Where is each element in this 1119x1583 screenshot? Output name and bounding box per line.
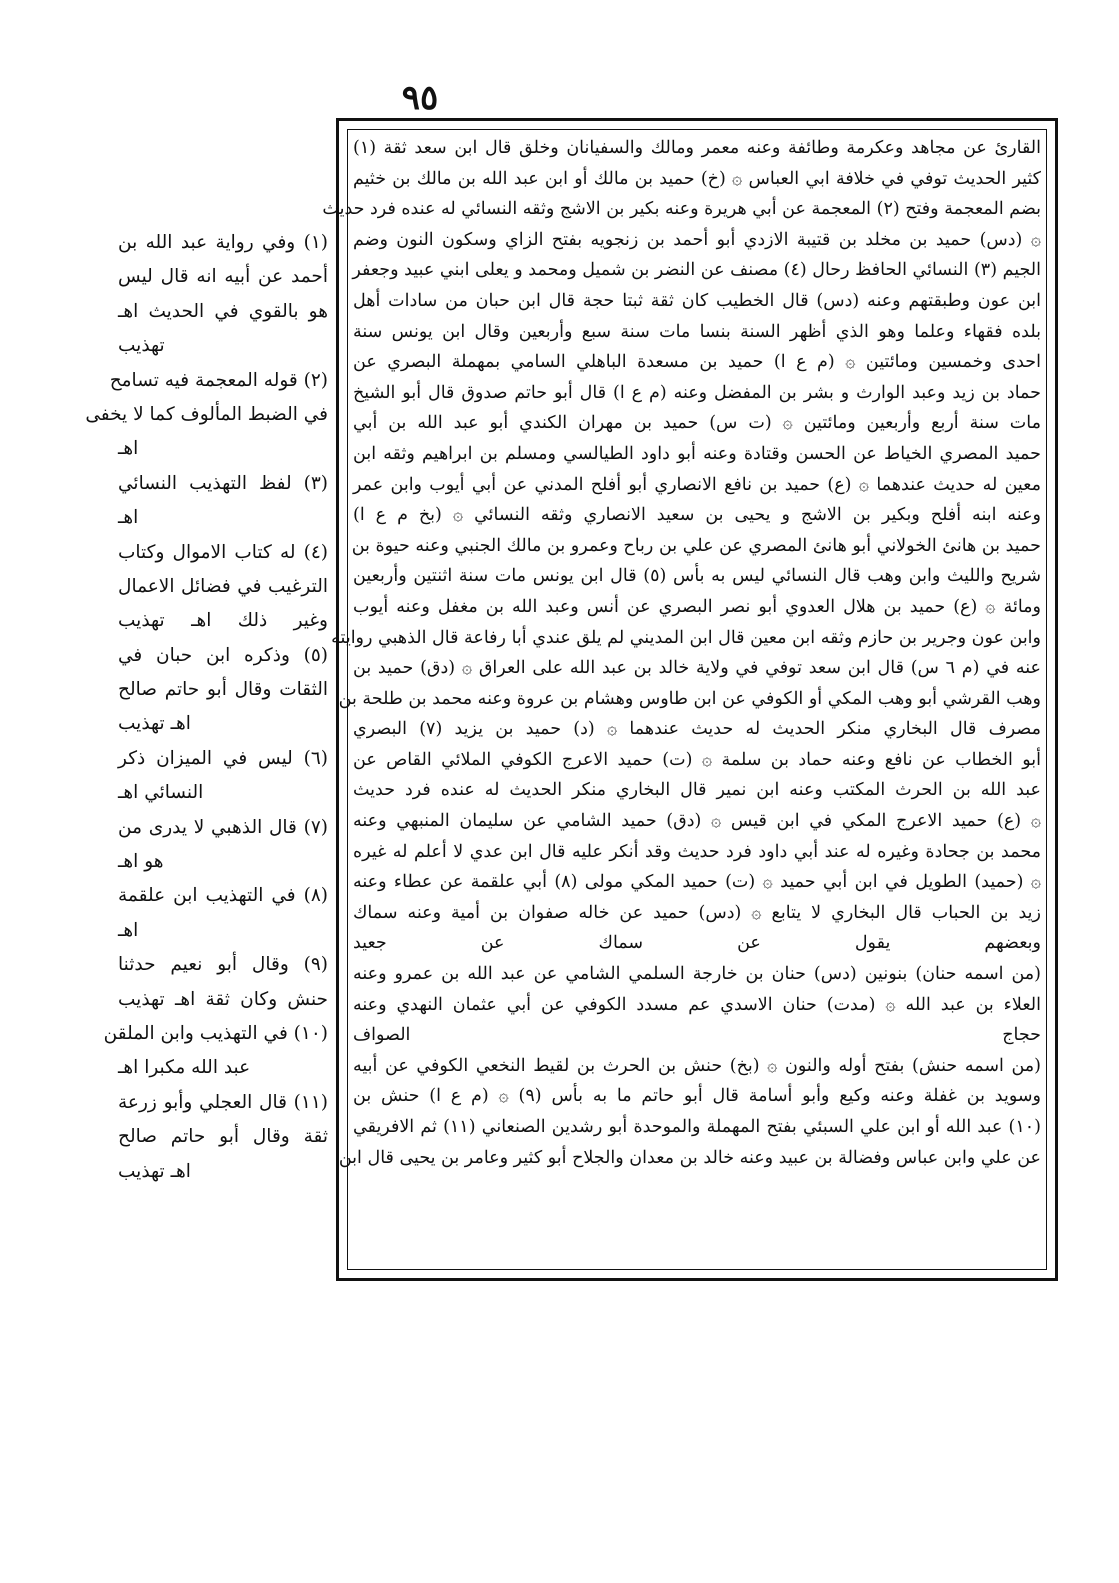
footnote-line: (٩) وقال أبو نعيم حدثنا — [118, 954, 328, 976]
main-text-line: وعنه ابنه أفلح وبكير بن الاشج و يحيى بن سعيد الانصاري وثقه النسائي ۞ (بخ م ع ا) — [353, 505, 1041, 526]
main-text-line: (من اسمه حنش) بفتح أوله والنون ۞ (بخ) حنش بن الحرث بن لقيط النخعي الكوفي عن أبيه — [353, 1055, 1041, 1076]
footnote-line: اهـ — [118, 919, 139, 941]
footnote-line: الترغيب في فضائل الاعمال — [118, 575, 328, 597]
footnote-line: هو بالقوي في الحديث اهـ — [118, 300, 328, 322]
main-text-line: حماد بن زيد وعبد الوارث و بشر بن المفضل وعنه (م ع ا) قال أبو حاتم صدوق قال أبو الشيخ — [353, 382, 1041, 403]
main-text-line: حميد المصري الخياط عن الحسن وقتادة وعنه أبو داود الطيالسي ومسلم بن ابراهيم وثقه ابن — [353, 443, 1041, 464]
main-text-line: زيد بن الحباب قال البخاري لا يتابع ۞ (دس) حميد عن خاله صفوان بن أمية وعنه سماك — [353, 902, 1041, 923]
main-text-line: العلاء بن عبد الله ۞ (مدت) حنان الاسدي عم مسدد الكوفي عن أبي عثمان النهدي وعنه — [353, 994, 1041, 1015]
footnote-line: هو اهـ — [118, 851, 164, 873]
footnote-line: النسائي اهـ — [118, 782, 204, 804]
main-text-line: وبعضهم يقول عن سماك عن جعيد — [353, 933, 1041, 954]
footnote-line: (٣) لفظ التهذيب النسائي — [118, 472, 328, 494]
main-text-line: عن علي وابن عباس وفضالة بن عبيد وعنه خالد بن معدان والجلاح أبو كثير وعامر بن يحيى قال ابن — [338, 1147, 1041, 1168]
footnote-line: (١١) قال العجلي وأبو زرعة — [118, 1091, 328, 1113]
main-text-line: (١٠) عبد الله أو ابن علي السبئي بفتح المهملة والموحدة أبو رشدين الصنعاني (١١) ثم الافريقي — [353, 1117, 1041, 1137]
main-text-line: القارئ عن مجاهد وعكرمة وطائفة وعنه معمر ومالك والسفيانان وخلق قال ابن سعد ثقة (١) — [353, 138, 1041, 158]
main-text-line: ومائة ۞ (ع) حميد بن هلال العدوي أبو نصر البصري عن أنس وعبد الله بن مغفل وعنه أيوب — [353, 596, 1041, 617]
footnote-line: اهـ تهذيب — [118, 1160, 191, 1182]
footnote-line: عبد الله مكبرا اهـ — [118, 1057, 251, 1079]
main-text-line: مصرف قال البخاري منكر الحديث له حديث عندهما ۞ (د) حميد بن يزيد (٧) البصري — [353, 719, 1041, 740]
main-text-line: احدى وخمسين ومائتين ۞ (م ع ا) حميد بن مسعدة الباهلي السامي بمهملة البصري عن — [353, 352, 1041, 373]
main-text-line: ۞ (حميد) الطويل في ابن أبي حميد ۞ (ت) حميد المكي مولى (٨) أبي علقمة عن عطاء وعنه — [353, 872, 1041, 893]
page-number: ٩٥ — [401, 78, 439, 118]
footnote-line: (٦) ليس في الميزان ذكر — [118, 747, 328, 769]
footnote-line: وغير ذلك اهـ تهذيب — [118, 610, 328, 632]
main-text-line: عنه في (م ٦ س) قال ابن سعد توفي في ولاية خالد بن عبد الله على العراق ۞ (دق) حميد بن — [353, 658, 1041, 679]
footnote-line: (٨) في التهذيب ابن علقمة — [118, 885, 328, 907]
footnote-line: اهـ تهذيب — [118, 713, 191, 735]
main-text-line: حميد بن هانئ الخولاني أبو هانئ المصري عن علي بن رباح وعمرو بن مالك الجنبي وعنه حيوة بن — [351, 535, 1041, 556]
main-text-line: أبو الخطاب عن نافع وعنه حماد بن سلمة ۞ (ت) حميد الاعرج الكوفي الملائي القاص عن — [353, 749, 1041, 770]
main-text-line: الجيم (٣) النسائي الحافظ رحال (٤) مصنف عن النضر بن شميل ومحمد و يعلى ابني عبيد وجعفر — [352, 260, 1041, 281]
footnote-line: حنش وكان ثقة اهـ تهذيب — [118, 988, 328, 1010]
main-text-line: عبد الله بن الحرث المكتب وعنه ابن نمير قال البخاري منكر الحديث له عنده فرد حديث — [353, 780, 1041, 801]
main-text-line: ابن عون وطبقتهم وعنه (دس) قال الخطيب كان ثقة ثبتا حجة قال ابن حبان من سادات أهل — [353, 290, 1041, 311]
main-text-line: وابن عون وجرير بن حازم وثقه ابن معين قال ابن المديني لم يلق عندي أبا رفاعة قال الذهبي روايته — [331, 627, 1041, 648]
footnote-line: (٤) له كتاب الاموال وكتاب — [118, 541, 328, 563]
main-text-line: وهب القرشي أبو وهب المكي أو الكوفي عن ابن طاوس وهشام بن عروة وعنه محمد بن طلحة بن — [338, 688, 1041, 709]
footnote-line: أحمد عن أبيه انه قال ليس — [118, 266, 328, 288]
footnote-line: (١) وفي رواية عبد الله بن — [118, 232, 328, 253]
footnote-line: ثقة وقال أبو حاتم صالح — [118, 1126, 328, 1148]
footnote-line: اهـ — [118, 438, 139, 460]
main-text-line: ۞ (ع) حميد الاعرج المكي في ابن قيس ۞ (دق) حميد الشامي عن سليمان المنبهي وعنه — [353, 811, 1041, 832]
footnote-line: تهذيب — [118, 335, 165, 357]
main-text-line: بضم المعجمة وفتح (٢) المعجمة عن أبي هريرة وعنه بكير بن الاشج وثقه النسائي له عنده فرد حديث — [322, 199, 1041, 220]
main-text-line: ۞ (دس) حميد بن مخلد بن قتيبة الازدي أبو أحمد بن زنجويه بفتح الزاي وسكون النون وضم — [353, 229, 1041, 250]
footnote-line: (٥) وذكره ابن حبان في — [118, 644, 328, 666]
footnote-line: (١٠) في التهذيب وابن الملقن — [103, 1022, 328, 1044]
main-text-line: وسويد بن غفلة وعنه وكيع وأبو أسامة قال أبو حاتم ما به بأس (٩) ۞ (م ع ا) حنش بن — [353, 1086, 1041, 1107]
main-text-line: معين له حديث عندهما ۞ (ع) حميد بن نافع الانصاري أبو أفلح المدني عن أبي أيوب وابن عمر — [353, 474, 1041, 495]
main-text-frame — [322, 118, 1058, 1281]
main-text-line: حجاج الصواف — [353, 1025, 1041, 1046]
footnote-line: اهـ — [118, 507, 139, 529]
footnotes-column — [85, 226, 328, 1189]
main-text-line: مات سنة أربع وأربعين ومائتين ۞ (ت س) حميد بن مهران الكندي أبو عبد الله بن أبي — [353, 413, 1041, 434]
main-text-line: محمد بن جحادة وغيره له عند أبي داود فرد حديث وقد أنكر عليه قال ابن عدي لا أعلم له غيره — [353, 841, 1041, 862]
main-text-line: (من اسمه حنان) بنونين (دس) حنان بن خارجة السلمي الشامي عن عبد الله بن عمرو وعنه — [353, 964, 1041, 985]
footnote-line: (٧) قال الذهبي لا يدرى من — [118, 816, 328, 838]
footnote-line: الثقات وقال أبو حاتم صالح — [118, 679, 328, 701]
footnote-line: (٢) قوله المعجمة فيه تسامح — [109, 369, 328, 391]
main-text-body — [322, 133, 1042, 1266]
footnote-line: في الضبط المألوف كما لا يخفى — [85, 403, 328, 425]
main-text-line: بلده فقهاء وعلما وهو الذي أظهر السنة بنسا مات سنة سبع وأربعين وقال ابن يونس سنة — [353, 321, 1042, 342]
main-text-line: كثير الحديث توفي في خلافة ابي العباس ۞ (خ) حميد بن مالك أو ابن عبد الله بن مالك بن خثيم — [353, 168, 1041, 189]
main-text-line: شريح والليث وابن وهب قال النسائي ليس به بأس (٥) قال ابن يونس مات سنة اثنتين وأربعين — [353, 566, 1041, 587]
